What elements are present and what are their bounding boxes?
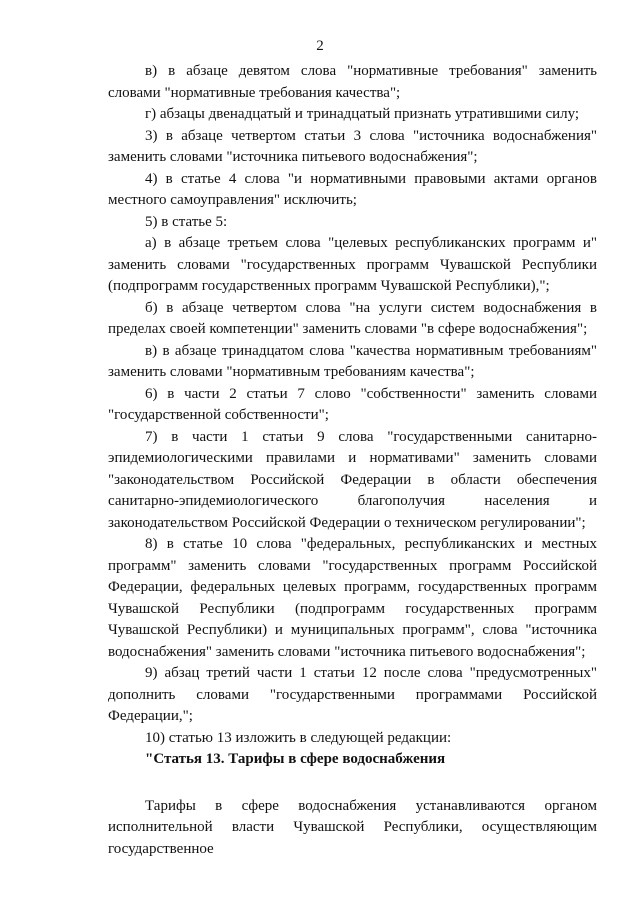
- paragraph-amendment-5a: а) в абзаце третьем слова "целевых республиканских программ и" заменить словами "государственных программ Чувашской Республики (подпрограмм государственных программ Чувашской Республики),";: [108, 235, 597, 294]
- paragraph-amendment-9: 9) абзац третий части 1 статьи 12 после слова "предусмотренных" дополнить словами "государственными программами Российской Федерации,";: [108, 665, 597, 724]
- paragraph-amendment-10: 10) статью 13 изложить в следующей редакции:: [145, 729, 452, 746]
- document-body: [108, 61, 597, 860]
- paragraph-amendment-4: 4) в статье 4 слова "и нормативными правовыми актами органов местного самоуправления" исключить;: [108, 170, 597, 208]
- paragraph-amendment-7: 7) в части 1 статьи 9 слова "государственными санитарно-эпидемиологическими правилами и нормативами" заменить словами "законодательством Российской Федерации в области обеспечения санитарно-эпидемиологического благополучия населения и законодательством Российской Федерации о техническом регулировании";: [108, 428, 597, 531]
- article-13-heading: "Статья 13. Тарифы в сфере водоснабжения: [145, 751, 446, 767]
- paragraph-amendment-5: 5) в статье 5:: [145, 213, 228, 230]
- page-number: 2: [316, 38, 324, 54]
- paragraph-amendment-3: 3) в абзаце четвертом статьи 3 слова "источника водоснабжения" заменить словами "источника питьевого водоснабжения";: [108, 127, 597, 165]
- paragraph-amendment-6: 6) в части 2 статьи 7 слово "собственности" заменить словами "государственной собственности";: [108, 385, 597, 423]
- paragraph-amendment-5b: б) в абзаце четвертом слова "на услуги систем водоснабжения в пределах своей компетенции" заменить словами "в сфере водоснабжения";: [108, 299, 597, 337]
- heading-spacer: [108, 771, 597, 796]
- paragraph-amendment-g-abzacy-12-13: г) абзацы двенадцатый и тринадцатый признать утратившими силу;: [145, 106, 580, 122]
- paragraph-amendment-8: 8) в статье 10 слова "федеральных, республиканских и местных программ" заменить словами "государственных программ Российской Федерации, федеральных целевых программ, государственных программ Чувашской Республики (подпрограмм государственных программ Чувашской Республики) и муниципальных программ", слова "источника водоснабжения" заменить словами "источника питьевого водоснабжения";: [108, 536, 597, 660]
- paragraph-amendment-v-abzac-9: в) в абзаце девятом слова "нормативные требования" заменить словами "нормативные требования качества";: [108, 63, 597, 101]
- paragraph-amendment-5v: в) в абзаце тринадцатом слова "качества нормативным требованиям" заменить словами "нормативным требованиям качества";: [108, 342, 597, 380]
- article-13-text: Тарифы в сфере водоснабжения устанавливаются органом исполнительной власти Чувашской Республики, осуществляющим государственное: [108, 797, 597, 857]
